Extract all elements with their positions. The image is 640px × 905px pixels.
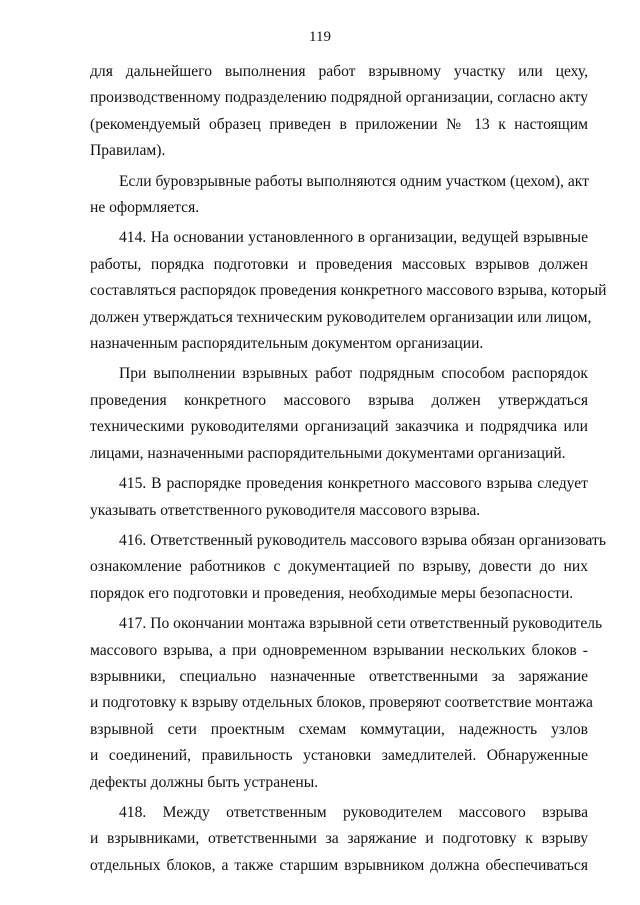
text-line: 414. На основании установленного в организации, ведущей взрывные: [119, 229, 588, 247]
page-number: 119: [309, 29, 331, 45]
text-line: и подготовку к взрыву отдельных блоков, проверяют соответствие монтажа: [90, 694, 593, 712]
text-line: составляться распорядок проведения конкретного массового взрыва, который: [90, 282, 607, 300]
text-line: 415. В распорядке проведения конкретного массового взрыва следует: [119, 475, 588, 493]
text-line: ознакомление работников с документацией по взрыву, довести до них: [90, 558, 588, 576]
paragraph-417: [90, 611, 603, 796]
paragraph: [90, 169, 588, 222]
text-line: взрывники, специально назначенные ответственными за заряжание: [90, 667, 588, 685]
text-line: 418. Между ответственным руководителем массового взрыва: [119, 803, 588, 821]
document-body: [90, 59, 607, 883]
text-line: для дальнейшего выполнения работ взрывному участку или цеху,: [90, 63, 588, 80]
text-line: не оформляется.: [90, 199, 200, 217]
text-line: порядок его подготовки и проведения, необходимые меры безопасности.: [90, 584, 574, 602]
text-line: работы, порядка подготовки и проведения массовых взрывов должен: [90, 255, 588, 273]
text-line: производственному подразделению подрядной организации, согласно акту: [90, 89, 588, 107]
paragraph-414: [90, 225, 607, 357]
text-line: отдельных блоков, а также старшим взрывником должна обеспечиваться: [90, 856, 588, 874]
text-line: массового взрыва, а при одновременном взрывании нескольких блоков -: [90, 641, 588, 659]
paragraph-418: [90, 800, 588, 879]
text-line: и взрывниками, ответственными за заряжание и подготовку к взрыву: [90, 830, 588, 848]
text-line: Если буровзрывные работы выполняются одним участком (цехом), акт: [119, 172, 589, 190]
text-line: 417. По окончании монтажа взрывной сети ответственный руководитель: [119, 615, 603, 633]
text-line: указывать ответственного руководителя массового взрыва.: [90, 501, 481, 519]
paragraph-415: [90, 471, 588, 524]
text-line: и соединений, правильность установки замедлителей. Обнаруженные: [90, 747, 588, 765]
paragraph: [90, 361, 588, 467]
text-line: Правилам).: [90, 142, 166, 160]
text-line: При выполнении взрывных работ подрядным способом распорядок: [119, 365, 588, 383]
text-line: назначенным распорядительным документом организации.: [90, 335, 484, 353]
text-line: должен утверждаться техническим руководителем организации или лицом,: [90, 308, 592, 326]
text-line: (рекомендуемый образец приведен в приложении № 13 к настоящим: [90, 115, 588, 133]
text-line: техническими руководителями организаций заказчика и подрядчика или: [90, 418, 588, 436]
text-line: лицами, назначенными распорядительными документами организаций.: [90, 444, 566, 462]
text-line: 416. Ответственный руководитель массового взрыва обязан организовать: [119, 531, 606, 549]
text-line: проведения конкретного массового взрыва должен утверждаться: [90, 391, 588, 409]
text-line: взрывной сети проектным схемам коммутации, надежность узлов: [90, 720, 588, 738]
paragraph-continuation: [90, 59, 588, 165]
text-line: дефекты должны быть устранены.: [90, 773, 319, 791]
paragraph-416: [90, 528, 606, 607]
